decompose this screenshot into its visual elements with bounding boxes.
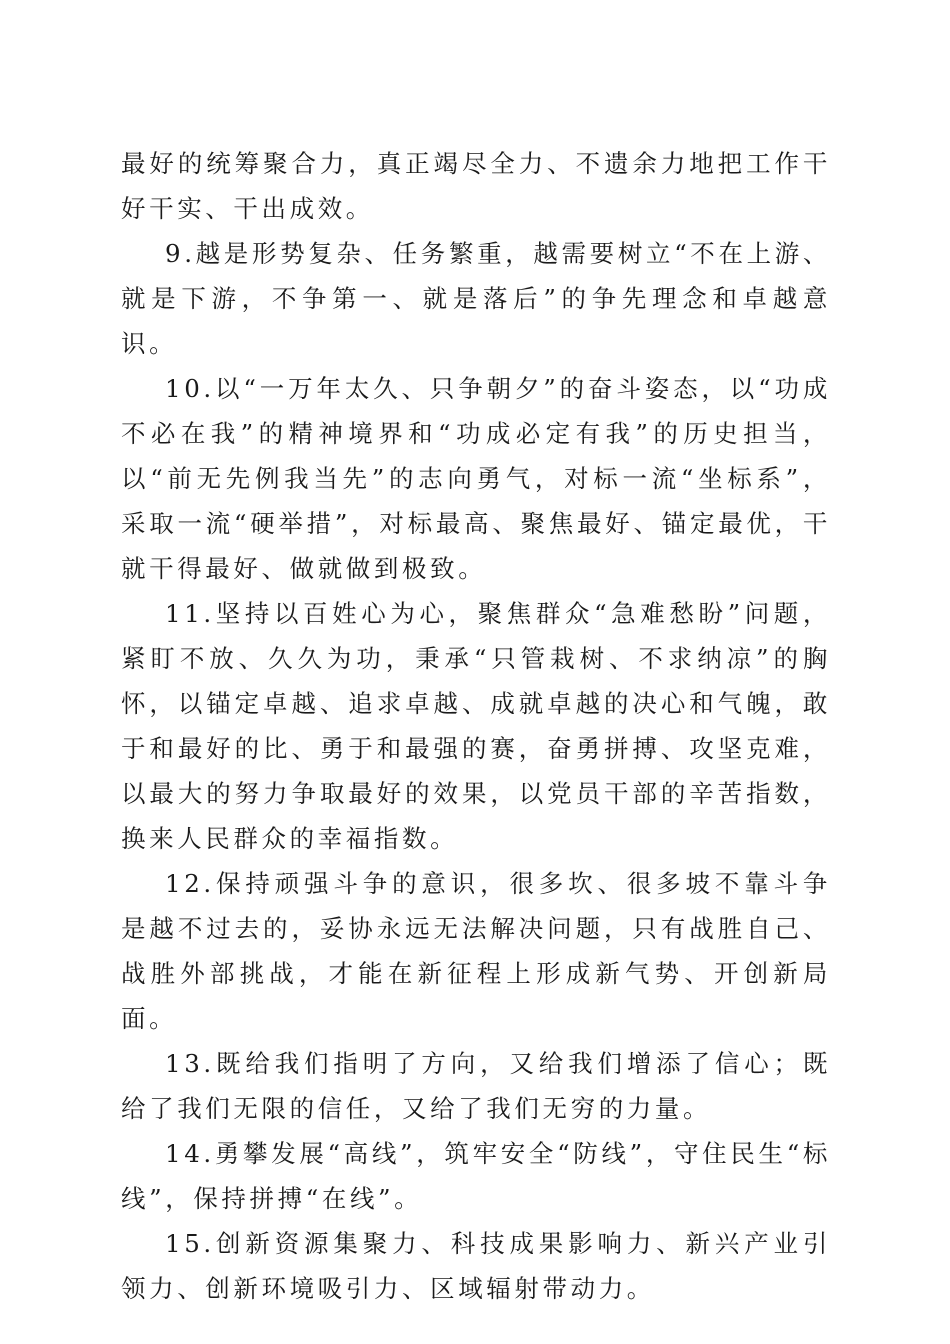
- paragraph-item-10: 10.以“一万年太久、只争朝夕”的奋斗姿态，以“功成不必在我”的精神境界和“功成必定有我”的历史担当，以“前无先例我当先”的志向勇气，对标一流“坐标系”，采取一流“硬举措”，对标最高、聚焦最好、锚定最优，干就干得最好、做就做到极致。: [121, 374, 831, 583]
- paragraph-item-12: 12.保持顽强斗争的意识，很多坎、很多坡不靠斗争是越不过去的，妥协永远无法解决问题，只有战胜自己、战胜外部挑战，才能在新征程上形成新气势、开创新局面。: [121, 869, 831, 1033]
- paragraph-item-9: 9.越是形势复杂、任务繁重，越需要树立“不在上游、就是下游，不争第一、就是落后”的争先理念和卓越意识。: [121, 239, 831, 358]
- paragraph-item-13: 13.既给我们指明了方向，又给我们增添了信心；既给了我们无限的信任，又给了我们无穷的力量。: [121, 1049, 831, 1123]
- paragraph-item-11: 11.坚持以百姓心为心，聚焦群众“急难愁盼”问题，紧盯不放、久久为功，秉承“只管栽树、不求纳凉”的胸怀，以锚定卓越、追求卓越、成就卓越的决心和气魄，敢于和最好的比、勇于和最强的赛，奋勇拼搏、攻坚克难，以最大的努力争取最好的效果，以党员干部的辛苦指数，换来人民群众的幸福指数。: [121, 599, 831, 853]
- document-body: [121, 141, 831, 1311]
- paragraph-item-14: 14.勇攀发展“高线”，筑牢安全“防线”，守住民生“标线”，保持拼搏“在线”。: [121, 1139, 831, 1213]
- paragraph-continuation: 最好的统筹聚合力，真正竭尽全力、不遗余力地把工作干好干实、干出成效。: [121, 149, 831, 223]
- paragraph-item-15: 15.创新资源集聚力、科技成果影响力、新兴产业引领力、创新环境吸引力、区域辐射带动力。: [121, 1229, 831, 1303]
